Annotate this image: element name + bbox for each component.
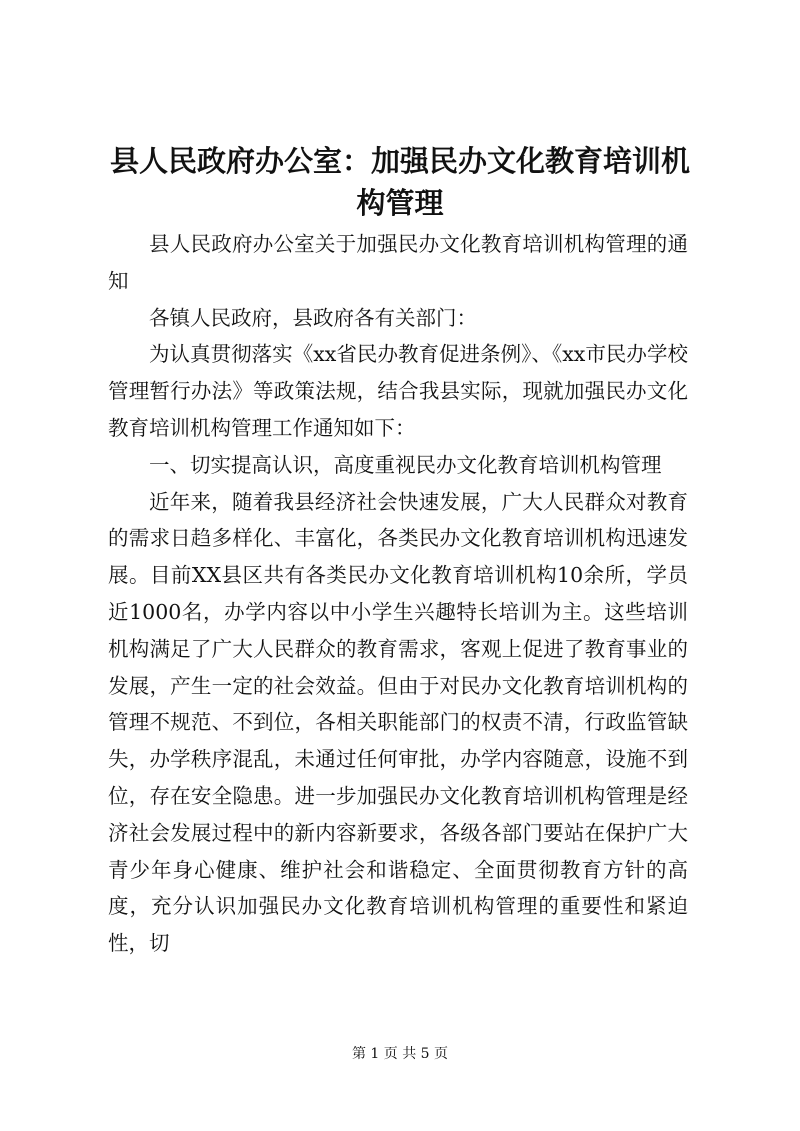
page-footer: 第 1 页 共 5 页 (351, 1046, 449, 1062)
document-title: 县人民政府办公室：加强民办文化教育培训机构管理 (109, 144, 690, 220)
notice-heading-paragraph: 县人民政府办公室关于加强民办文化教育培训机构管理的通知 (108, 232, 688, 293)
salutation-paragraph: 各镇人民政府，县政府各有关部门： (149, 305, 477, 330)
section-heading-paragraph: 一、切实提高认识，高度重视民办文化教育培训机构管理 (149, 452, 662, 477)
intro-paragraph: 为认真贯彻落实《xx省民办教育促进条例》、《xx市民办学校管理暂行办法》等政策法规，结合我县实际，现就加强民办文化教育培训机构管理工作通知如下： (108, 342, 688, 440)
body-paragraph: 近年来，随着我县经济社会快速发展，广大人民群众对教育的需求日趋多样化、丰富化，各类民办文化教育培训机构迅速发展。目前XX县区共有各类民办文化教育培训机构10余所，学员近1000名，办学内容以中小学生兴趣特长培训为主。这些培训机构满足了广大人民群众的教育需求，客观上促进了教育事业的发展，产生一定的社会效益。但由于对民办文化教育培训机构的管理不规范、不到位，各相关职能部门的权责不清，行政监管缺失，办学秩序混乱，未通过任何审批，办学内容随意，设施不到位，存在安全隐患。进一步加强民办文化教育培训机构管理是经济社会发展过程中的新内容新要求，各级各部门要站在保护广大青少年身心健康、维护社会和谐稳定、全面贯彻教育方针的高度，充分认识加强民办文化教育培训机构管理的重要性和紧迫性，切 (108, 489, 688, 956)
document-body (108, 226, 688, 962)
